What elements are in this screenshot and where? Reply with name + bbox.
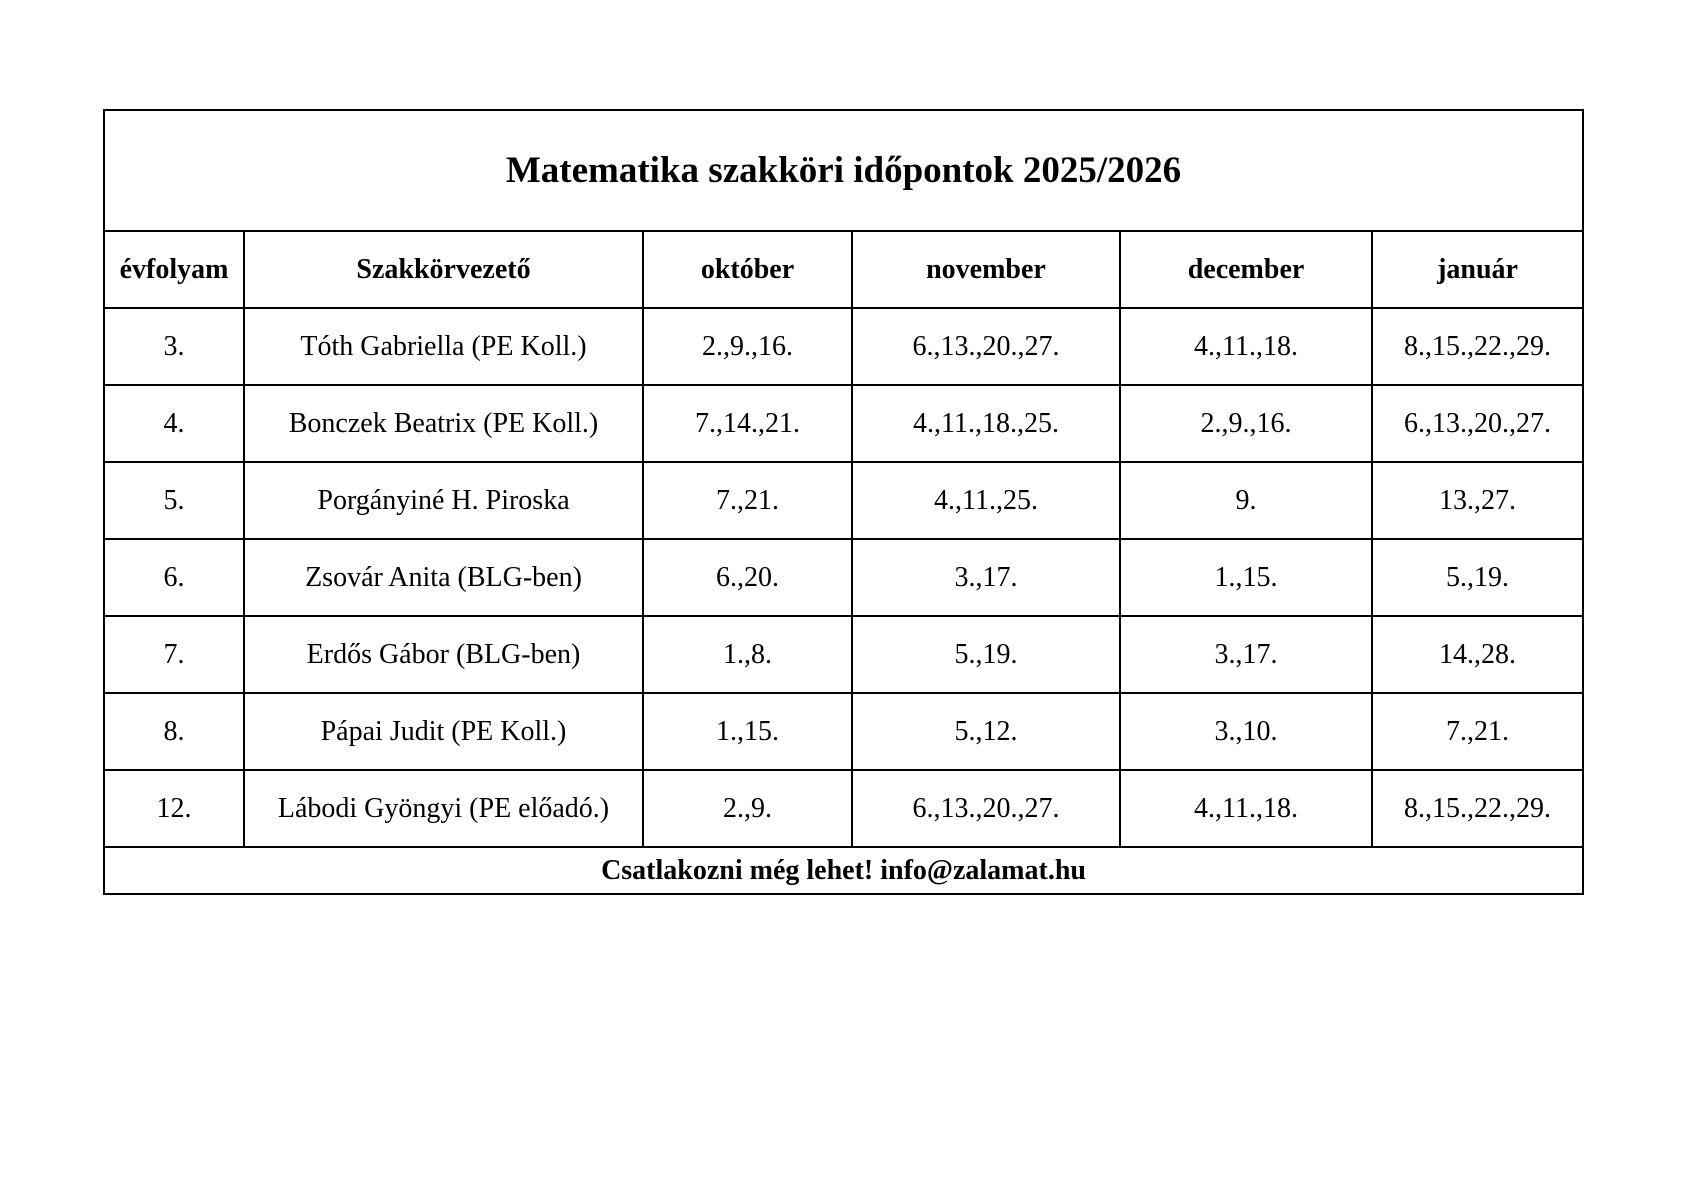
january-cell: 5.,19. [1372, 539, 1583, 616]
grade-cell: 8. [104, 693, 244, 770]
december-cell: 4.,11.,18. [1120, 770, 1372, 847]
january-cell: 8.,15.,22.,29. [1372, 770, 1583, 847]
january-cell: 8.,15.,22.,29. [1372, 308, 1583, 385]
table-row [104, 308, 1583, 385]
january-cell: 13.,27. [1372, 462, 1583, 539]
header-january: január [1372, 231, 1583, 308]
header-december: december [1120, 231, 1372, 308]
schedule-table [103, 109, 1584, 895]
footer-row [104, 847, 1583, 894]
table-row [104, 693, 1583, 770]
december-cell: 1.,15. [1120, 539, 1372, 616]
november-cell: 5.,12. [852, 693, 1120, 770]
october-cell: 7.,14.,21. [643, 385, 852, 462]
november-cell: 4.,11.,18.,25. [852, 385, 1120, 462]
header-row [104, 231, 1583, 308]
header-october: október [643, 231, 852, 308]
december-cell: 3.,17. [1120, 616, 1372, 693]
december-cell: 3.,10. [1120, 693, 1372, 770]
october-cell: 1.,8. [643, 616, 852, 693]
december-cell: 9. [1120, 462, 1372, 539]
november-cell: 6.,13.,20.,27. [852, 308, 1120, 385]
november-cell: 4.,11.,25. [852, 462, 1120, 539]
october-cell: 7.,21. [643, 462, 852, 539]
grade-cell: 4. [104, 385, 244, 462]
header-leader: Szakkörvezető [244, 231, 643, 308]
page-title: Matematika szakköri időpontok 2025/2026 [104, 110, 1583, 231]
header-grade: évfolyam [104, 231, 244, 308]
grade-cell: 7. [104, 616, 244, 693]
table-row [104, 462, 1583, 539]
grade-cell: 5. [104, 462, 244, 539]
leader-cell: Zsovár Anita (BLG-ben) [244, 539, 643, 616]
grade-cell: 3. [104, 308, 244, 385]
grade-cell: 12. [104, 770, 244, 847]
november-cell: 5.,19. [852, 616, 1120, 693]
november-cell: 6.,13.,20.,27. [852, 770, 1120, 847]
january-cell: 14.,28. [1372, 616, 1583, 693]
october-cell: 6.,20. [643, 539, 852, 616]
leader-cell: Lábodi Gyöngyi (PE előadó.) [244, 770, 643, 847]
leader-cell: Tóth Gabriella (PE Koll.) [244, 308, 643, 385]
table-row [104, 770, 1583, 847]
title-row [104, 110, 1583, 231]
header-november: november [852, 231, 1120, 308]
october-cell: 2.,9.,16. [643, 308, 852, 385]
leader-cell: Pápai Judit (PE Koll.) [244, 693, 643, 770]
october-cell: 1.,15. [643, 693, 852, 770]
october-cell: 2.,9. [643, 770, 852, 847]
table-row [104, 385, 1583, 462]
january-cell: 7.,21. [1372, 693, 1583, 770]
leader-cell: Bonczek Beatrix (PE Koll.) [244, 385, 643, 462]
table-row [104, 616, 1583, 693]
leader-cell: Porgányiné H. Piroska [244, 462, 643, 539]
table-row [104, 539, 1583, 616]
grade-cell: 6. [104, 539, 244, 616]
december-cell: 2.,9.,16. [1120, 385, 1372, 462]
november-cell: 3.,17. [852, 539, 1120, 616]
january-cell: 6.,13.,20.,27. [1372, 385, 1583, 462]
leader-cell: Erdős Gábor (BLG-ben) [244, 616, 643, 693]
footer-note: Csatlakozni még lehet! info@zalamat.hu [104, 847, 1583, 894]
december-cell: 4.,11.,18. [1120, 308, 1372, 385]
